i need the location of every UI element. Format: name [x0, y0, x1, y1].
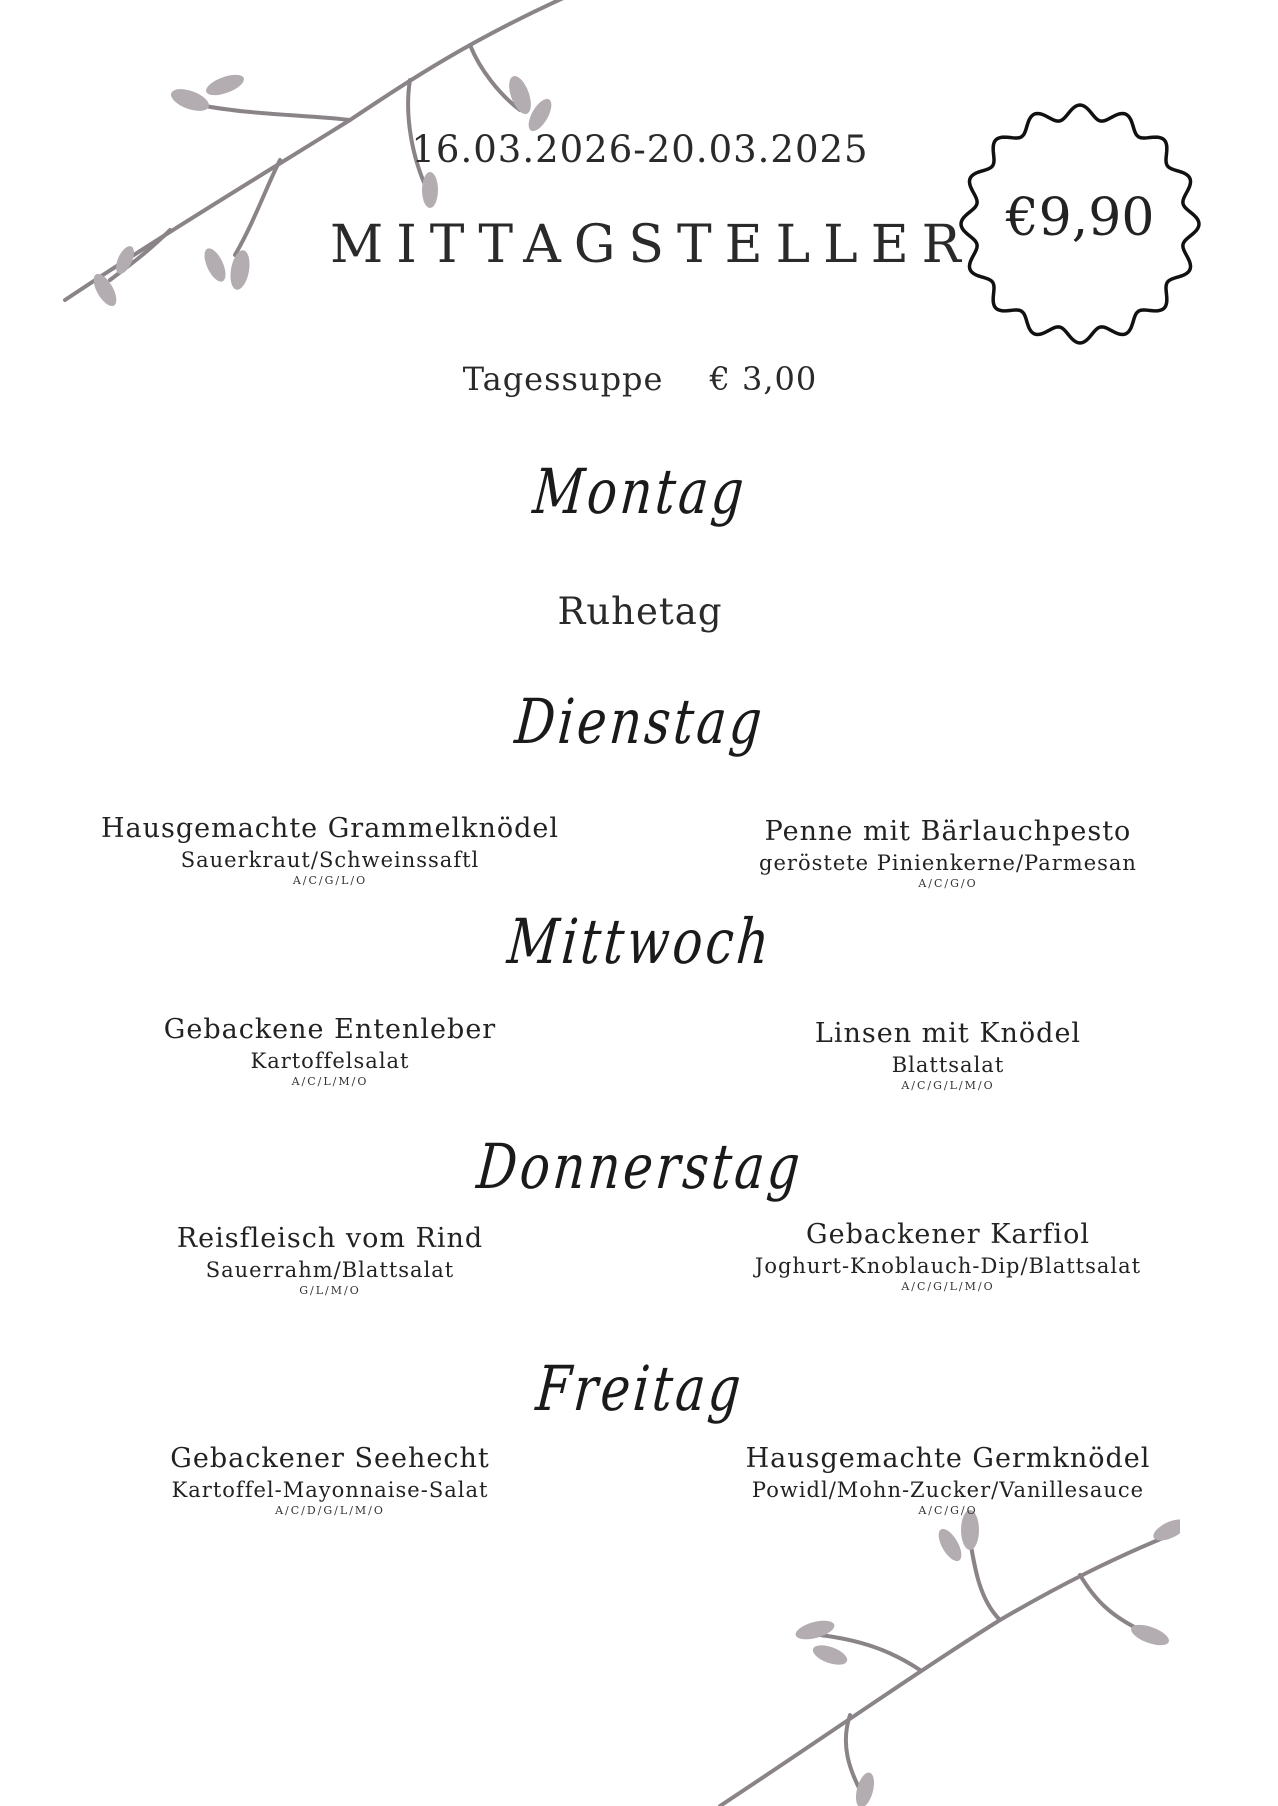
branch-decoration-bottom-right	[700, 1490, 1180, 1806]
page-title: MITTAGSTELLER	[330, 215, 974, 275]
daily-soup	[400, 360, 880, 398]
day-heading-tuesday: Dienstag	[512, 685, 768, 758]
dish-allergens: A/C/G/L/M/O	[901, 1079, 995, 1092]
dish-side: geröstete Pinienkerne/Parmesan	[759, 851, 1137, 875]
dish-wednesday-1	[90, 1013, 570, 1089]
dish-side: Powidl/Mohn-Zucker/Vanillesauce	[751, 1478, 1145, 1502]
dish-name: Reisfleisch vom Rind	[176, 1223, 484, 1254]
dish-side: Blattsalat	[891, 1053, 1005, 1077]
dish-allergens: A/C/L/M/O	[291, 1075, 369, 1088]
dish-side: Sauerrahm/Blattsalat	[205, 1258, 455, 1282]
dish-tuesday-1	[90, 812, 570, 888]
dish-name: Hausgemachte Germknödel	[745, 1443, 1151, 1474]
dish-allergens: A/C/G/L/M/O	[901, 1280, 995, 1293]
dish-wednesday-2	[708, 1017, 1188, 1093]
dish-name: Linsen mit Knödel	[814, 1018, 1082, 1049]
monday-note: Ruhetag	[557, 590, 723, 633]
price-badge: €9,90	[1005, 188, 1155, 248]
dish-friday-1	[90, 1442, 570, 1518]
dish-thursday-1	[90, 1222, 570, 1298]
day-heading-thursday: Donnerstag	[474, 1130, 806, 1203]
day-heading-friday: Freitag	[533, 1352, 747, 1425]
dish-name: Gebackene Entenleber	[163, 1014, 497, 1045]
dish-side: Kartoffel-Mayonnaise-Salat	[171, 1478, 489, 1502]
dish-friday-2	[708, 1442, 1188, 1518]
soup-price: € 3,00	[709, 360, 818, 398]
soup-label: Tagessuppe	[462, 360, 664, 398]
date-range: 16.03.2026-20.03.2025	[411, 128, 869, 171]
dish-thursday-2	[708, 1218, 1188, 1294]
dish-side: Sauerkraut/Schweinssaftl	[180, 848, 480, 872]
dish-allergens: A/C/D/G/L/M/O	[275, 1504, 385, 1517]
dish-tuesday-2	[708, 815, 1188, 891]
dish-allergens: G/L/M/O	[299, 1284, 361, 1297]
day-heading-wednesday: Mittwoch	[504, 905, 776, 978]
branch-decoration-top-left	[50, 0, 610, 360]
dish-side: Joghurt-Knoblauch-Dip/Blattsalat	[754, 1254, 1142, 1278]
day-heading-monday: Montag	[530, 455, 750, 528]
dish-side: Kartoffelsalat	[250, 1049, 410, 1073]
dish-allergens: A/C/G/O	[918, 877, 978, 890]
dish-name: Gebackener Seehecht	[170, 1443, 490, 1474]
dish-name: Penne mit Bärlauchpesto	[764, 816, 1132, 847]
dish-allergens: A/C/G/L/O	[292, 874, 368, 887]
dish-name: Gebackener Karfiol	[806, 1219, 1090, 1250]
dish-allergens: A/C/G/O	[918, 1504, 978, 1517]
dish-name: Hausgemachte Grammelknödel	[100, 813, 560, 844]
